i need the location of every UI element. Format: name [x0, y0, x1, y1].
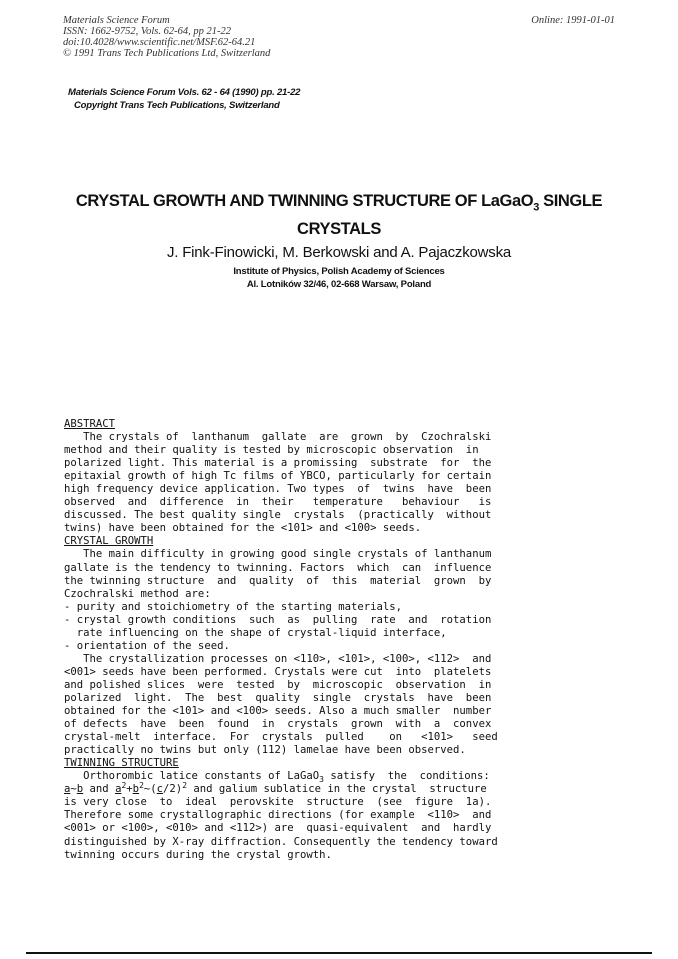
text-line: <001> or <100>, <010> and <112>) are quasi-equivalent and hardly	[64, 822, 492, 835]
text-line: polarized light. The best quality single crystals have been	[64, 691, 492, 704]
text-line: gallate is the tendency to twinning. Factors which can influence	[64, 561, 492, 574]
doi-line: doi:10.4028/www.scientific.net/MSF.62-64.21	[63, 37, 256, 48]
text-line: method and their quality is tested by microscopic observation in	[64, 444, 479, 457]
text-fragment: Orthorombic latice constants of LaGaO	[64, 770, 320, 783]
text-line: The main difficulty in growing good single crystals of lanthanum	[64, 548, 492, 561]
journal-citation-line: Materials Science Forum Vols. 62 - 64 (1990) pp. 21-22	[68, 87, 301, 98]
crystal-growth-text	[64, 548, 612, 757]
publication-metadata	[63, 15, 270, 59]
abstract-heading: ABSTRACT	[64, 418, 116, 430]
text-fragment: /2)	[163, 783, 183, 796]
superscript: 2	[139, 781, 144, 791]
text-line: The crystallization processes on <110>, <101>, <100>, <112> and	[64, 652, 492, 665]
vector-a: a	[115, 783, 122, 796]
twinning-structure-heading: TWINNING STRUCTURE	[64, 757, 179, 770]
title-part: CRYSTAL GROWTH AND TWINNING STRUCTURE OF LaGaO	[75, 192, 534, 210]
text-line: - crystal growth conditions such as pulling rate and rotation	[64, 613, 492, 626]
twinning-structure-text	[64, 770, 612, 861]
text-line: twins) have been obtained for the <101> and <100> seeds.	[64, 522, 422, 535]
online-date: Online: 1991-01-01	[531, 15, 615, 26]
superscript: 2	[121, 781, 127, 791]
text-fragment: ~(	[143, 783, 157, 796]
text-line: is very close to ideal perovskite structure (see figure 1a).	[64, 796, 492, 809]
text-line: observed and difference in their temperature behaviour is	[64, 496, 492, 509]
crystal-growth-heading: CRYSTAL GROWTH	[64, 535, 154, 548]
title-line-2: CRYSTALS	[297, 220, 381, 239]
paper-body	[64, 418, 612, 862]
text-line: The crystals of lanthanum gallate are grown by Czochralski	[64, 431, 492, 444]
footer-rule	[26, 952, 652, 954]
text-line: twinning occurs during the crystal growth.	[64, 848, 332, 861]
text-line: and polished slices were tested by microscopic observation in	[64, 678, 492, 691]
vector-b: b	[132, 783, 140, 796]
journal-citation	[68, 86, 300, 112]
text-fragment: ~	[70, 783, 77, 796]
text-line: crystal-melt interface. For crystals pulled on <101> seed	[64, 731, 498, 744]
text-line: high frequency device application. Two types of twins have been	[64, 483, 492, 496]
text-line: discussed. The best quality single crystals (practically without	[64, 509, 492, 522]
text-fragment: satisfy the conditions:	[323, 770, 490, 783]
paper-title	[40, 190, 638, 240]
vector-c: c	[156, 783, 164, 796]
text-line: Therefore some crystallographic directions (for example <110> and	[64, 809, 492, 822]
text-line: - orientation of the seed.	[64, 639, 230, 652]
title-subscript: 3	[533, 201, 539, 214]
copyright-line: © 1991 Trans Tech Publications Ltd, Switzerland	[63, 48, 271, 59]
text-line: rate influencing on the shape of crystal-liquid interface,	[64, 626, 447, 639]
journal-name: Materials Science Forum	[63, 15, 170, 26]
text-line: Czochralski method are:	[64, 587, 211, 600]
text-line: the twinning structure and quality of this material grown by	[64, 574, 492, 587]
vector-a: a	[64, 783, 71, 796]
journal-copyright-line: Copyright Trans Tech Publications, Switzerland	[74, 100, 280, 111]
text-fragment: and galium sublatice in the crystal structure	[187, 783, 487, 796]
issn-line: ISSN: 1662-9752, Vols. 62-64, pp 21-22	[63, 26, 231, 37]
text-line: obtained for the <101> and <100> seeds. Also a much smaller number	[64, 705, 492, 718]
vector-b: b	[76, 783, 84, 796]
text-line: epitaxial growth of high Tc films of YBCO, particularly for certain	[64, 470, 492, 483]
text-line: - purity and stoichiometry of the starting materials,	[64, 600, 403, 613]
text-fragment: +	[126, 783, 133, 796]
text-fragment: and	[83, 783, 116, 796]
text-line: polarized light. This material is a promissing substrate for the	[64, 457, 492, 470]
superscript: 2	[182, 781, 188, 791]
text-line	[64, 770, 612, 783]
authors: J. Fink-Finowicki, M. Berkowski and A. Pajaczkowska	[166, 244, 512, 261]
subscript: 3	[319, 775, 324, 785]
affiliation	[40, 265, 638, 291]
title-part: SINGLE	[538, 192, 603, 210]
affiliation-institute: Institute of Physics, Polish Academy of Sciences	[233, 266, 445, 277]
text-line: distinguished by X-ray diffraction. Consequently the tendency toward	[64, 835, 498, 848]
affiliation-address: Al. Lotników 32/46, 02-668 Warsaw, Poland	[246, 279, 432, 290]
formula-line	[64, 783, 612, 796]
text-line: <001> seeds have been performed. Crystals were cut into platelets	[64, 665, 492, 678]
text-line: of defects have been found in crystals grown with a convex	[64, 718, 492, 731]
abstract-text	[64, 431, 612, 535]
text-line: practically no twins but only (112) lamelae have been observed.	[64, 744, 466, 757]
